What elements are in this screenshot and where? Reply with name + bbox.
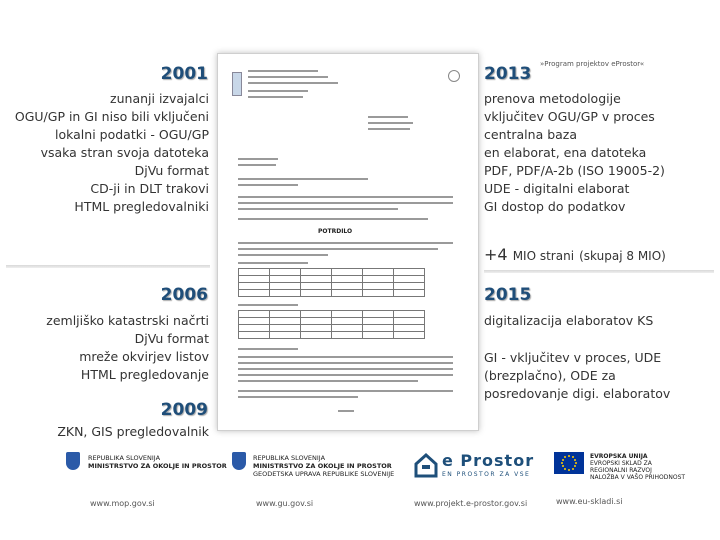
year-2009: 2009 — [160, 400, 208, 420]
url-gu[interactable]: www.gu.gov.si — [256, 499, 314, 508]
text-2006 — [46, 312, 209, 384]
text-2013-line-2: vključitev OGU/GP v proces — [484, 109, 655, 124]
logo-gu — [253, 454, 394, 478]
text-2006-line-3: mreže okvirjev listov — [79, 349, 209, 364]
pages-big: +4 — [484, 245, 508, 264]
year-2001: 2001 — [160, 64, 208, 84]
text-2013 — [484, 90, 665, 216]
text-2013-line-3: centralna baza — [484, 127, 578, 142]
text-2001-line-2: OGU/GP in GI niso bili vključeni — [14, 109, 209, 124]
logo-eu-line-4: NALOŽBA V VAŠO PRIHODNOST — [590, 474, 686, 481]
text-2013-line-4: en elaborat, ena datoteka — [484, 145, 647, 160]
crest-icon — [232, 72, 242, 96]
eprostor-name: e Prostor — [442, 451, 535, 470]
text-2001 — [15, 90, 209, 216]
text-2013-line-6: UDE - digitalni elaborat — [484, 181, 630, 196]
text-2015-block — [484, 349, 670, 403]
text-2006-line-2: DjVu format — [134, 331, 209, 346]
slovenia-crest-icon — [66, 452, 80, 470]
pages-rest: MIO strani — [512, 249, 575, 263]
eprostor-sub: EN PROSTOR ZA VSE — [442, 471, 531, 478]
text-2001-line-3: lokalni podatki - OGU/GP — [55, 127, 209, 142]
url-eu[interactable]: www.eu-skladi.si — [556, 497, 623, 506]
text-2015-line-2: GI - vključitev v proces, UDE — [484, 350, 662, 365]
text-2001-line-7: HTML pregledovalniki — [74, 199, 209, 214]
text-2001-line-4: vsaka stran svoja datoteka — [40, 145, 209, 160]
text-2006-line-1: zemljiško katastrski načrti — [46, 313, 209, 328]
text-2009: ZKN, GIS pregledovalnik — [57, 424, 209, 439]
logo-eu-line-3: REGIONALNI RAZVOJ — [590, 467, 652, 474]
logo-eu — [590, 453, 685, 481]
text-2015-line-3: (brezplačno), ODE za — [484, 368, 616, 383]
text-2013-line-7: GI dostop do podatkov — [484, 199, 626, 214]
year-2013: 2013 — [484, 64, 532, 84]
logo-mop-line-1: REPUBLIKA SLOVENIJA — [88, 454, 161, 462]
text-2001-line-1: zunanji izvajalci — [110, 91, 209, 106]
document-title: POTRDILO — [318, 228, 353, 235]
logo-gu-line-2: MINISTRSTVO ZA OKOLJE IN PROSTOR — [253, 462, 392, 470]
program-note: »Program projektov eProstor« — [540, 60, 645, 68]
eprostor-logo-icon — [414, 452, 438, 478]
url-mop[interactable]: www.mop.gov.si — [90, 499, 155, 508]
logo-gu-line-1: REPUBLIKA SLOVENIJA — [253, 454, 326, 462]
page-number-circle — [448, 70, 460, 82]
document-table-2 — [238, 310, 425, 339]
logo-mop-line-2: MINISTRSTVO ZA OKOLJE IN PROSTOR — [88, 462, 227, 470]
logo-mop — [88, 454, 227, 470]
text-2015-line-1: digitalizacija elaboratov KS — [484, 313, 654, 328]
text-2015-line-4: posredovanje digi. elaboratov — [484, 386, 671, 401]
pages-count — [484, 245, 666, 264]
document-table-1 — [238, 268, 425, 297]
logo-eu-line-1: EVROPSKA UNIJA — [590, 453, 648, 460]
divider-right — [484, 270, 714, 273]
divider-left — [6, 265, 210, 268]
document-preview — [217, 53, 479, 431]
logo-gu-line-3: GEODETSKA UPRAVA REPUBLIKE SLOVENIJE — [253, 470, 395, 478]
url-eprostor[interactable]: www.projekt.e-prostor.gov.si — [414, 499, 528, 508]
text-2013-line-1: prenova metodologije — [484, 91, 621, 106]
text-2013-line-5: PDF, PDF/A-2b (ISO 19005-2) — [484, 163, 665, 178]
eu-flag-icon — [554, 452, 584, 474]
year-2006: 2006 — [160, 285, 208, 305]
text-2006-line-4: HTML pregledovanje — [80, 367, 209, 382]
text-2001-line-6: CD-ji in DLT trakovi — [90, 181, 209, 196]
logo-eu-line-2: EVROPSKI SKLAD ZA — [590, 460, 652, 467]
slovenia-crest-icon-2 — [232, 452, 246, 470]
text-2001-line-5: DjVu format — [134, 163, 209, 178]
pages-total: (skupaj 8 MIO) — [579, 249, 666, 263]
year-2015: 2015 — [484, 285, 532, 305]
